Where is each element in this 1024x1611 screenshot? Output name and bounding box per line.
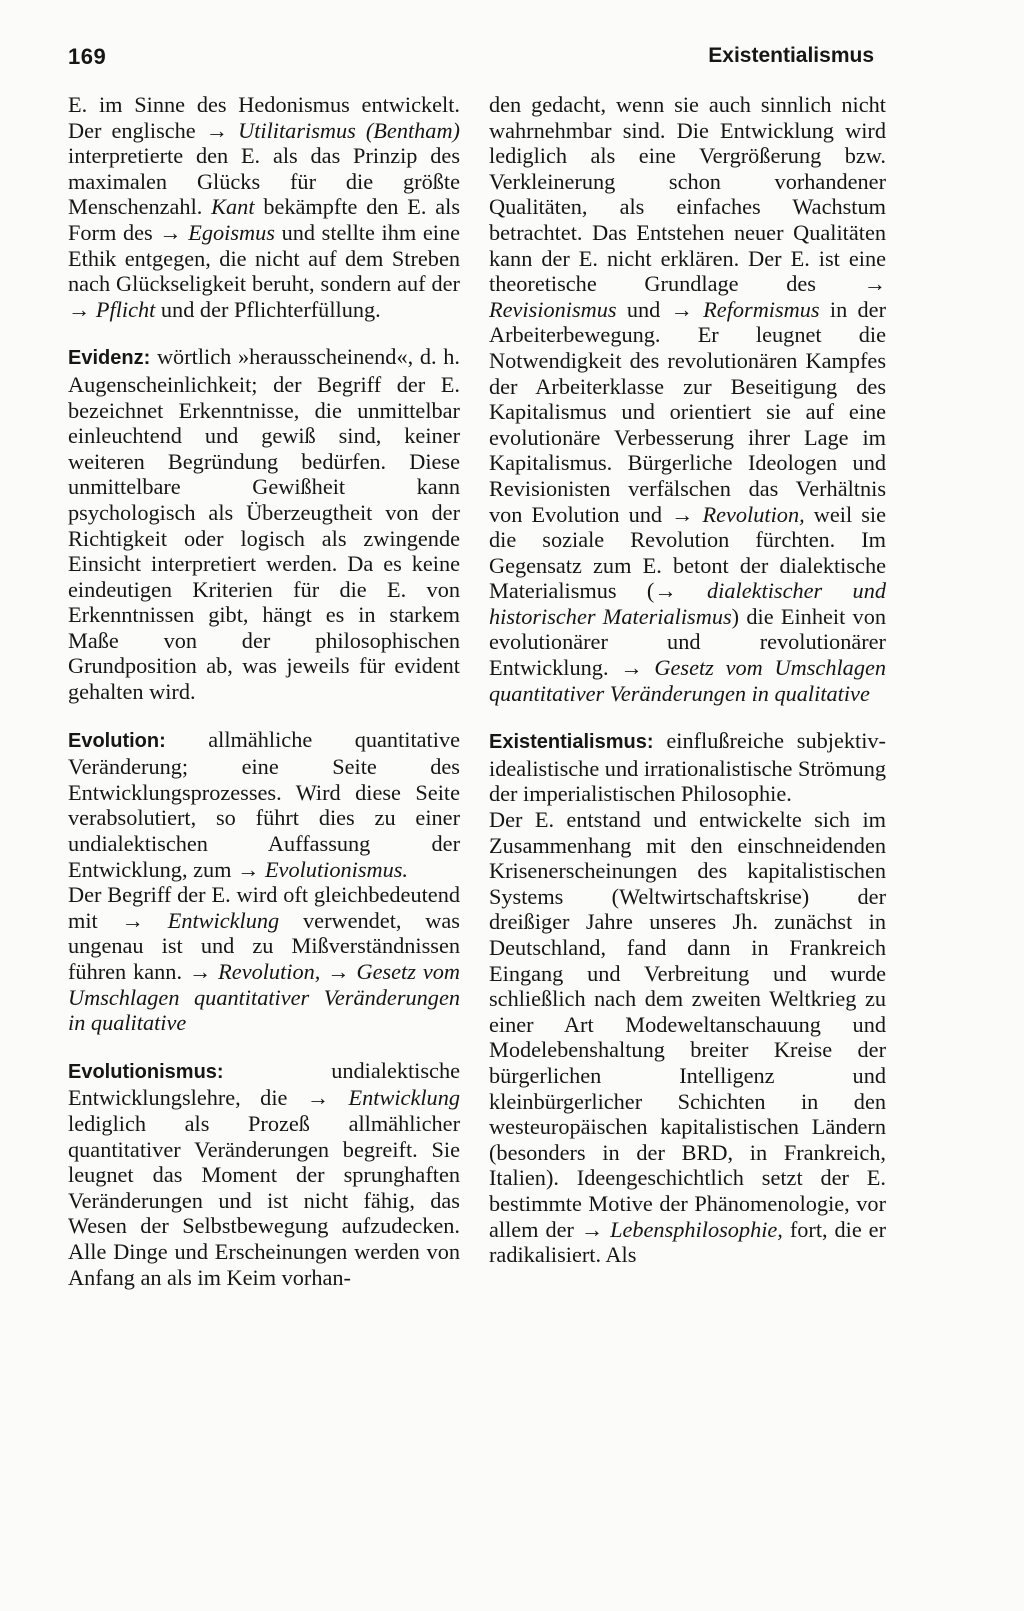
text: weil sie die soziale Revolution fürchten. Im Gegensatz zum E. betont der dialektische Materialismus (	[489, 501, 887, 604]
text: und	[616, 296, 671, 322]
arrow-icon: →	[654, 578, 708, 604]
cross-reference	[307, 1085, 460, 1110]
ref-text: Egoismus	[188, 219, 275, 245]
ref-text: Entwicklung	[167, 907, 280, 933]
running-head: Existentialismus	[708, 44, 874, 67]
text: in der Arbeiterbewegung. Er leugnet die Notwendigkeit des revolutionären Kampfes der Arbeiterklasse zur Beseitigung des Kapitalismus und orientiert sie auf eine evolutionäre Verbesserung ihrer Lage im Kapitalismus. Bürgerliche Ideologen und Revisionisten verfälschen das Verhältnis von Evolution und	[489, 296, 886, 527]
cross-reference	[237, 857, 408, 882]
paragraph	[489, 728, 886, 807]
cross-reference	[581, 1217, 783, 1242]
ref-text: Revisionismus	[489, 296, 617, 322]
entry-term: Evolutionismus:	[68, 1060, 224, 1083]
arrow-icon: →	[159, 219, 189, 245]
arrow-icon: →	[205, 117, 239, 143]
entry-continuation	[68, 92, 460, 322]
ref-text: Revolution,	[702, 501, 805, 527]
ref-text: Utilitarismus (Bentham)	[238, 117, 460, 143]
text: E. im Sinne des Hedonismus entwickelt. Der englische	[68, 92, 460, 143]
ref-text: dialektischer und historischer Materialismus	[489, 578, 887, 629]
paragraph	[489, 807, 886, 1268]
right-column	[489, 92, 886, 1290]
arrow-icon: →	[237, 856, 265, 882]
ref-text: Gesetz vom Umschlagen quantitativer Veränderungen in qualitative	[489, 655, 887, 706]
arrow-icon: →	[306, 1085, 349, 1111]
text: verwendet, was ungenau ist und zu Mißverständnissen führen kann.	[68, 907, 460, 984]
ref-text: Entwicklung	[348, 1085, 460, 1111]
entry-evolution	[68, 727, 460, 1036]
cross-reference	[206, 118, 460, 143]
text: und der Pflichterfüllung.	[155, 296, 381, 322]
arrow-icon: →	[327, 959, 357, 984]
ref-text: Reformismus	[703, 296, 820, 322]
arrow-icon: →	[670, 296, 704, 322]
text: lediglich als Prozeß allmählicher quantitativer Veränderungen begreift. Sie leugnet das Moment der sprunghaften Veränderungen und ist nicht fähig, das Wesen der Selbstbewegung aufzudecken. Alle Dinge und Erscheinungen werden von Anfang an als im Keim vorhan-	[68, 1110, 460, 1290]
entry-evolutionismus	[68, 1058, 460, 1290]
text: einflußreiche subjektiv-idealistische und irrationalistische Strömung der imperialistischen Philosophie.	[489, 728, 886, 807]
page-number: 169	[68, 44, 107, 69]
paragraph	[68, 882, 460, 1036]
ref-text: Evolutionismus.	[264, 856, 409, 882]
ref-text: Gesetz vom Umschlagen quantitativer Veränderungen in qualitative	[68, 959, 460, 1036]
ref-text: Pflicht	[95, 296, 156, 322]
cross-reference	[68, 297, 155, 322]
text: fort, die er radikalisiert. Als	[489, 1216, 886, 1268]
text: wörtlich »herausscheinend«, d. h. Augenscheinlichkeit; der Begriff der E. bezeichnet Erkenntnisse, die unmittelbar einleuchtend und gewiß sind, keiner weiteren Begründung bedürfen. Diese unmittelbare Gewißheit kann psychologisch als Überzeugtheit von der Richtigkeit oder logisch als zwingende Einsicht interpretiert werden. Da es keine eindeutigen Kriterien für die E. von Erkenntnissen gibt, hängt es in starkem Maße von der philosophischen Grundposition ab, was jeweils für evident gehalten wird.	[68, 344, 460, 705]
arrow-icon: →	[121, 907, 168, 933]
entry-term: Evidenz:	[68, 347, 151, 370]
text: bekämpfte den E. als Form des	[68, 194, 460, 245]
cross-reference	[671, 502, 805, 527]
cross-reference	[189, 959, 320, 984]
arrow-icon: →	[863, 271, 886, 297]
text: undialektische Entwicklungslehre, die	[68, 1057, 460, 1111]
arrow-icon: →	[620, 655, 655, 681]
name-italic: Kant	[211, 194, 255, 220]
text: Der E. entstand und entwickelte sich im Zusammenhang mit den einschneidenden Krisenerscheinungen des kapitalistischen Systems (Weltwirtschaftskrise) der dreißiger Jahre unseres Jh. zunächst in Deutschland, fand dann in Frankreich Eingang und Verbreitung und wurde schließlich nach dem zweiten Weltkrieg zu einer Art Modeweltanschauung und Modelebenshaltung breiter Kreise der bürgerlichen Intelligenz und kleinbürgerlicher Schichten in den westeuropäischen kapitalistischen Ländern (besonders in der BRD, in Frankreich, Italien). Ideengeschichtlich setzt der E. bestimmte Motive der Phänomenologie, vor allem der	[489, 807, 886, 1242]
cross-reference	[159, 220, 275, 245]
arrow-icon: →	[580, 1216, 611, 1242]
cross-reference	[671, 297, 820, 322]
entry-term: Evolution:	[68, 729, 166, 752]
arrow-icon: →	[188, 959, 219, 984]
paragraph	[68, 727, 460, 883]
entry-evolutionismus-continued	[489, 92, 886, 706]
entry-evidenz	[68, 344, 460, 704]
ref-text: Lebensphilosophie,	[610, 1216, 783, 1242]
arrow-icon: →	[671, 501, 703, 527]
arrow-icon: →	[68, 296, 96, 322]
text: allmähliche quantitative Veränderung; eine Seite des Entwicklungsprozesses. Wird diese Seite verabsolutiert, so führt dies zu einer undialektischen Auffassung der Entwicklung, zum	[68, 726, 460, 882]
ref-text: Revolution,	[218, 959, 321, 984]
text: ) die Einheit von evolutionärer und revolutionärer Entwicklung.	[489, 603, 886, 681]
text: und stellte ihm eine Ethik entgegen, die nicht auf dem Streben nach Glückseligkeit beruht, sondern auf der	[68, 219, 460, 297]
left-column	[68, 92, 460, 1312]
text: den gedacht, wenn sie auch sinnlich nicht wahrnehmbar sind. Die Entwicklung wird lediglich als eine Vergrößerung bzw. Verkleinerung schon vorhandener Qualitäten, als einfaches Wachstum betrachtet. Das Entstehen neuer Qualitäten kann der E. nicht erklären. Der E. ist eine theoretische Grundlage des	[489, 92, 886, 297]
text: interpretierte den E. als das Prinzip des maximalen Glücks für die größte Menschenzahl.	[68, 143, 460, 220]
cross-reference	[122, 908, 280, 933]
entry-existentialismus	[489, 728, 886, 1267]
entry-term: Existentialismus:	[489, 731, 654, 754]
text: Der Begriff der E. wird oft gleichbedeutend mit	[68, 882, 460, 933]
